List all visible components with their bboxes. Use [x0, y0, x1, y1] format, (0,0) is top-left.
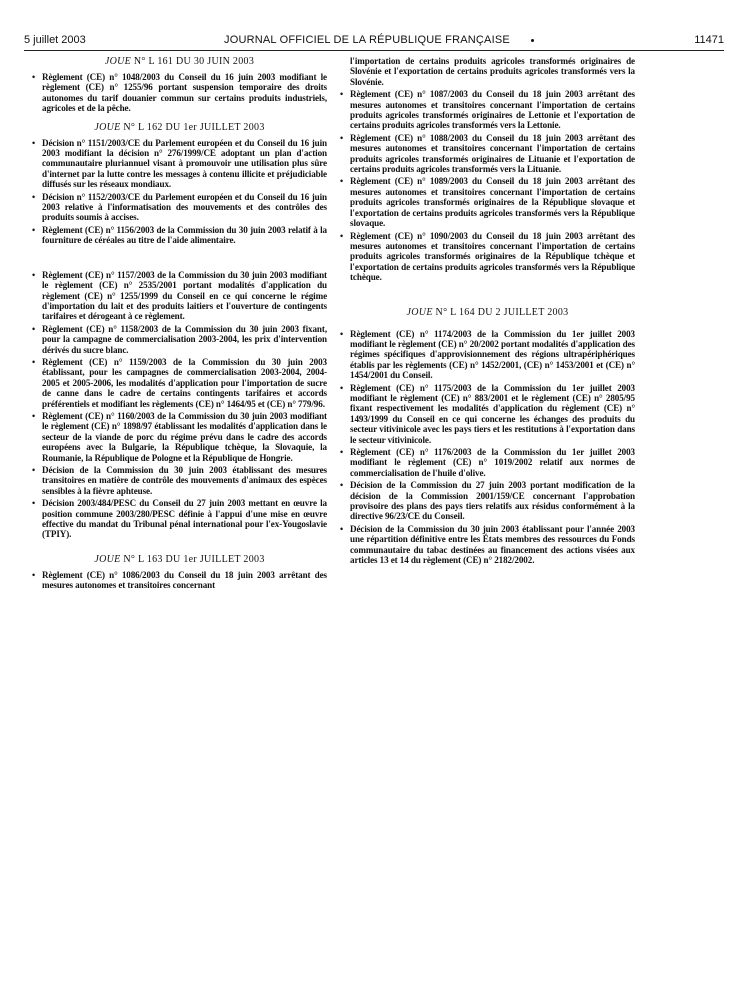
list-item: • Règlement (CE) n° 1086/2003 du Conseil du 18 juin 2003 arrêtant des mesures autonomes et transitoires concernant — [32, 569, 327, 591]
list-item: • Règlement (CE) n° 1090/2003 du Conseil du 18 juin 2003 arrêtant des mesures autonomes et transitoires concernant l'importation de certains produits agricoles transformés originaires de la République tchèque et l'exportation de certains produits agricoles transformés vers la République tchèque. — [340, 230, 635, 283]
section-heading: JOUE N° L 162 DU 1er JUILLET 2003 — [94, 121, 265, 133]
list-item: • Règlement (CE) n° 1175/2003 de la Commission du 1er juillet 2003 modifiant le règlement (CE) n° 883/2001 et le règlement (CE) n° 2805/95 fixant respectivement les modalités d'application du règlement (CE) n° 1493/1999 du Conseil en ce qui concerne les échanges des produits du secteur vitivinicole avec les pays tiers et les restitutions à l'exportation dans le secteur vitivinicole. — [340, 382, 635, 445]
section-heading: JOUE N° L 161 DU 30 JUIN 2003 — [104, 56, 255, 67]
list-item: • Règlement (CE) n° 1174/2003 de la Commission du 1er juillet 2003 modifiant le règlement (CE) n° 20/2002 portant modalités d'application des régimes spécifiques d'approvisionnement des régions ultrapériphériques établis par les règlements (CE) n° 1452/2001, (CE) n° 1453/2001 et (CE) n° 1454/2001 du Conseil. — [340, 328, 635, 381]
list-item: • Décision de la Commission du 30 juin 2003 établissant pour l'année 2003 une répartition définitive entre les États membres des ressources du Fonds communautaire du tabac destinées au financement des actions visées aux articles 13 et 14 du règlement (CE) n° 2182/2002. — [340, 523, 635, 566]
left-column — [32, 56, 327, 593]
page-header — [24, 34, 724, 50]
list-item: • Règlement (CE) n° 1159/2003 de la Commission du 30 juin 2003 établissant, pour les campagnes de commercialisation 2003-2004, 2004-2005 et 2005-2006, les modalités d'application pour l'importation de sucre de canne dans le cadre de certains contingents tarifaires et accords préférentiels et modifiant les règlements (CE) n° 1464/95 et (CE) n° 779/96. — [32, 356, 327, 409]
list-item: • Règlement (CE) n° 1088/2003 du Conseil du 18 juin 2003 arrêtant des mesures autonomes et transitoires concernant l'importation de certains produits agricoles transformés originaires de Lituanie et l'exportation de certains produits agricoles transformés vers la Lituanie. — [340, 132, 635, 175]
page-number: 11471 — [694, 34, 724, 46]
list-item: • Décision n° 1151/2003/CE du Parlement européen et du Conseil du 16 juin 2003 modifiant la décision n° 276/1999/CE adoptant un plan d'action communautaire pluriannuel visant à promouvoir une utilisation plus sûre d'internet par la lutte contre les messages à contenu illicite et préjudiciable diffusés sur les réseaux mondiaux. — [32, 137, 327, 190]
list-item: • Règlement (CE) n° 1048/2003 du Conseil du 16 juin 2003 modifiant le règlement (CE) n° 1255/96 portant suspension temporaire des droits autonomes du tarif douanier commun sur certains produits industriels, agricoles et de la pêche. — [32, 72, 327, 114]
list-item: • Règlement (CE) n° 1156/2003 de la Commission du 30 juin 2003 relatif à la fourniture de céréales au titre de l'aide alimentaire. — [32, 224, 327, 246]
list-item: • Règlement (CE) n° 1087/2003 du Conseil du 18 juin 2003 arrêtant des mesures autonomes et transitoires concernant l'importation de certains produits agricoles transformés originaires de Lettonie et l'exportation de certains produits agricoles transformés vers la Lettonie. — [340, 89, 635, 131]
list-item: • Décision 2003/484/PESC du Conseil du 27 juin 2003 mettant en œuvre la position commune 2003/280/PESC définie à l'appui d'une mise en œuvre effective du mandat du Tribunal pénal international pour l'ex-Yougoslavie (TPIY). — [32, 498, 327, 540]
journal-title: JOURNAL OFFICIEL DE LA RÉPUBLIQUE FRANÇAISE — [224, 34, 510, 46]
section-heading: JOUE N° L 163 DU 1er JUILLET 2003 — [94, 553, 265, 565]
list-item: • Règlement (CE) n° 1157/2003 de la Commission du 30 juin 2003 modifiant le règlement (CE) n° 2535/2001 portant modalités d'application du règlement (CE) n° 1255/1999 du Conseil en ce qui concerne le régime d'importation du lait et des produits laitiers et l'ouverture de contingents tarifaires et dérogeant à ce règlement. — [32, 269, 327, 322]
header-dot-mark — [531, 39, 534, 42]
list-item-continuation: l'importation de certains produits agricoles transformés originaires de Slovénie et l'exportation de certains produits agricoles transformés vers la Slovénie. — [350, 56, 635, 87]
list-item: • Règlement (CE) n° 1160/2003 de la Commission du 30 juin 2003 modifiant le règlement (CE) n° 1898/97 établissant les modalités d'application dans le secteur de la viande de porc du régime prévu dans le cadre des accords européens avec la Bulgarie, la République tchèque, la Slovaquie, la Roumanie, la République de Pologne et la République de Hongrie. — [32, 410, 327, 463]
section-heading: JOUE N° L 164 DU 2 JUILLET 2003 — [406, 306, 569, 318]
list-item: • Décision de la Commission du 30 juin 2003 établissant des mesures transitoires en matière de contrôle des mouvements d'animaux des espèces sensibles à la fièvre aphteuse. — [32, 465, 327, 496]
list-item: • Règlement (CE) n° 1176/2003 de la Commission du 1er juillet 2003 modifiant le règlement (CE) n° 1019/2002 relatif aux normes de commercialisation de l'huile d'olive. — [340, 447, 635, 478]
list-item: • Décision de la Commission du 27 juin 2003 portant modification de la décision de la Commission 2001/159/CE concernant l'approbation provisoire des plans des pays tiers relatifs aux résidus conformément à la directive 96/23/CE du Conseil. — [340, 480, 635, 522]
right-column — [340, 56, 635, 567]
header-rule — [24, 50, 724, 51]
list-item: • Décision n° 1152/2003/CE du Parlement européen et du Conseil du 16 juin 2003 relative à l'informatisation des mouvements et des contrôles des produits soumis à accises. — [32, 191, 327, 223]
list-item: • Règlement (CE) n° 1158/2003 de la Commission du 30 juin 2003 fixant, pour la campagne de commercialisation 2003-2004, les prix d'intervention dérivés du sucre blanc. — [32, 323, 327, 355]
issue-date: 5 juillet 2003 — [24, 34, 86, 46]
list-item: • Règlement (CE) n° 1089/2003 du Conseil du 18 juin 2003 arrêtant des mesures autonomes et transitoires concernant l'importation de certains produits agricoles transformés originaires de la République slovaque et l'exportation de certains produits agricoles transformés vers la République slovaque. — [340, 176, 635, 229]
